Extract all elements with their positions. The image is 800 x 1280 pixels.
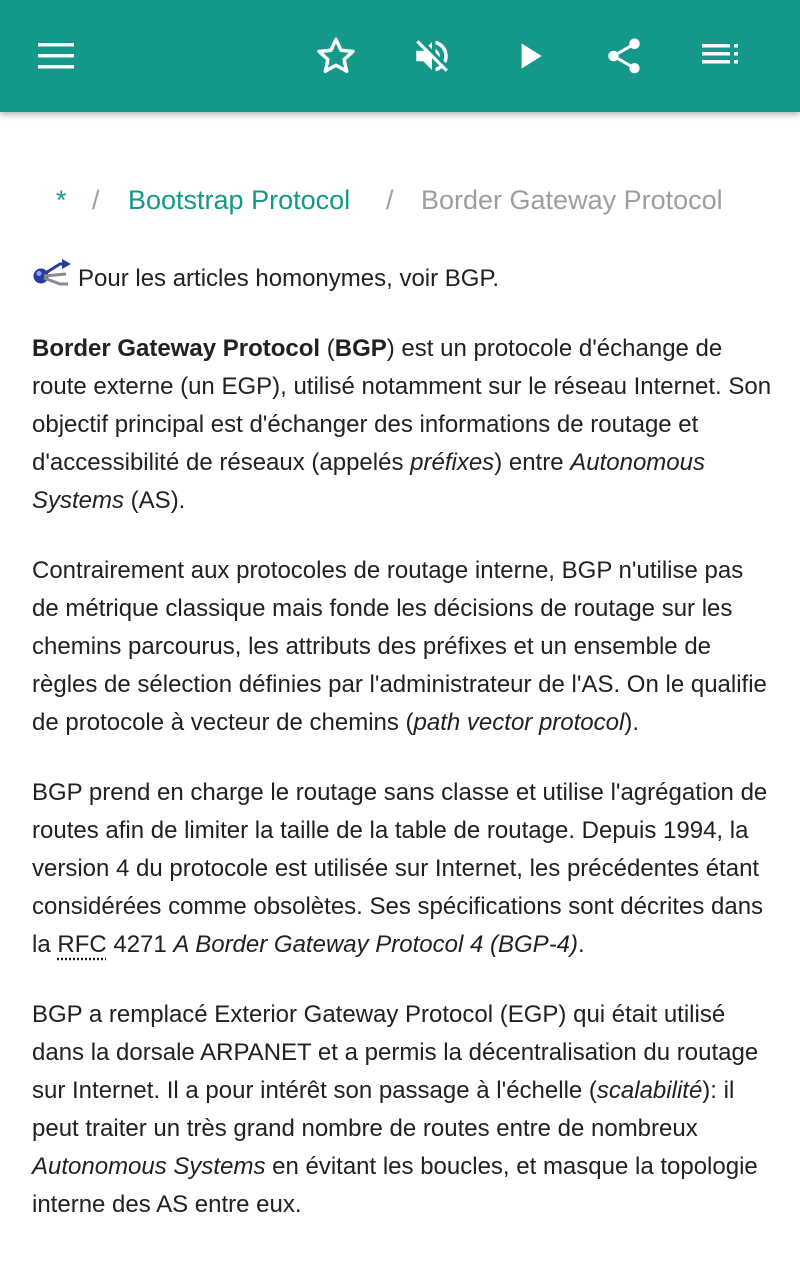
play-button[interactable] <box>502 28 558 84</box>
text-span: ): il peut traiter un très grand nombre de routes entre de nombreux <box>32 1077 735 1142</box>
paragraph-2 <box>32 552 772 742</box>
italic-term: préfixes <box>410 449 495 476</box>
breadcrumb-parent-link[interactable]: Bootstrap Protocol <box>128 185 351 215</box>
text-span: ). <box>624 709 640 736</box>
text-span: BGP a remplacé Exterior Gateway Protocol (EGP) qui était utilisé dans la dorsale ARPANET et a permis la décentralisation du routage sur Internet. Il a pour intérêt son passage à l'échelle ( <box>32 1001 759 1104</box>
text-span: ) entre <box>494 449 571 476</box>
share-button[interactable] <box>596 28 652 84</box>
article-title-bold: Border Gateway Protocol <box>32 335 321 362</box>
article-view[interactable] <box>0 112 800 1280</box>
italic-term: A Border Gateway Protocol 4 (BGP-4) <box>173 931 579 958</box>
star-outline-icon <box>315 35 357 77</box>
rfc-abbreviation[interactable]: RFC <box>57 931 107 958</box>
italic-term: Autonomous Systems <box>32 1153 266 1180</box>
text-span: ( <box>320 335 335 362</box>
share-icon <box>603 35 645 77</box>
paragraph-1 <box>32 330 772 520</box>
play-icon <box>510 36 550 76</box>
acronym-bold: BGP <box>334 335 387 362</box>
breadcrumb-separator: / <box>92 185 100 215</box>
text-span: . <box>578 931 585 958</box>
text-span: (AS). <box>124 487 186 514</box>
article-body <box>32 258 772 1256</box>
mute-button[interactable] <box>404 28 460 84</box>
paragraph-4 <box>32 996 772 1224</box>
table-of-contents-icon <box>700 42 740 70</box>
hatnote <box>32 258 772 298</box>
text-span: en évitant les boucles, et masque la topologie interne des AS entre eux. <box>32 1153 758 1218</box>
hatnote-text: Pour les articles homonymes, voir BGP. <box>78 265 500 292</box>
text-span: ) est un protocole d'échange de route externe (un EGP), utilisé notamment sur le réseau Internet. Son objectif principal est d'échanger des informations de routage et d'accessibilité de réseaux (appelés <box>32 335 772 476</box>
paragraph-3 <box>32 774 772 964</box>
text-span: Contrairement aux protocoles de routage interne, BGP n'utilise pas de métrique classique mais fonde les décisions de routage sur les chemins parcourus, les attributs des préfixes et un ensemble de règles de sélection définies par l'administrateur de l'AS. On le qualifie de protocole à vecteur de chemins ( <box>32 557 767 736</box>
text-span: BGP prend en charge le routage sans classe et utilise l'agrégation de routes afin de limiter la taille de la table de routage. Depuis 1994, la version 4 du protocole est utilisée sur Internet, les précédentes étant considérées comme obsolètes. Ses spécifications sont décrites dans la <box>32 779 768 958</box>
breadcrumb-root-link[interactable]: * <box>56 185 67 215</box>
bookmark-button[interactable] <box>308 28 364 84</box>
italic-term: path vector protocol <box>413 709 625 736</box>
menu-button[interactable] <box>28 28 84 84</box>
breadcrumb-separator: / <box>386 185 394 215</box>
breadcrumb <box>0 182 800 218</box>
breadcrumb-current: Border Gateway Protocol <box>421 185 723 215</box>
disambiguation-icon <box>32 258 74 288</box>
text-span: 4271 <box>106 931 174 958</box>
volume-off-icon <box>411 35 453 77</box>
hamburger-menu-icon <box>36 42 76 70</box>
app-bar <box>0 0 800 112</box>
italic-term: scalabilité <box>596 1077 703 1104</box>
italic-term: Autonomous Systems <box>32 449 705 514</box>
table-of-contents-button[interactable] <box>692 28 748 84</box>
